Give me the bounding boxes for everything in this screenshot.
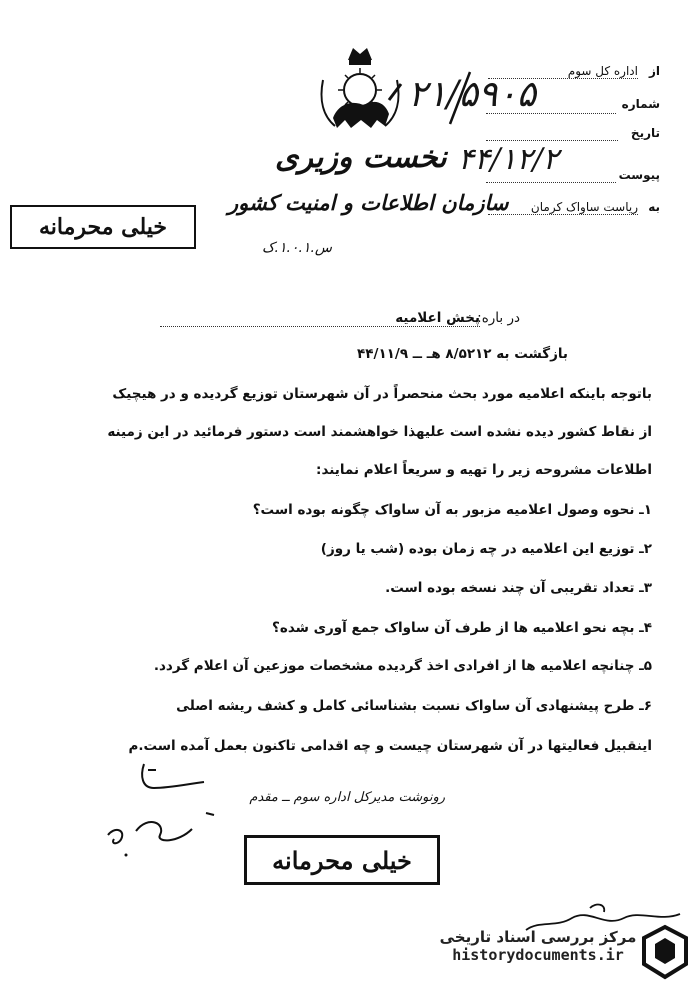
handwritten-slash-icon	[440, 68, 480, 128]
question-3: ۳ـ تعداد تقریبی آن چند نسخه بوده است.	[385, 580, 652, 596]
attachment-label: پیوست	[618, 168, 660, 182]
body-line-1: باتوجه باینکه اعلامیه مورد بحث منحصراً در آن شهرستان توزیع گردیده و در هیچیک	[112, 386, 652, 402]
signature-line: رونوشت مدیرکل اداره سوم ــ مقدم	[249, 790, 445, 805]
attachment-underline	[486, 182, 616, 183]
archive-logo-icon	[640, 924, 690, 980]
lion-and-sun-emblem-icon	[315, 40, 405, 140]
subject-label: در باره:	[477, 310, 520, 326]
question-2: ۲ـ توزیع این اعلامیه در چه زمان بوده (شب یا روز)	[320, 541, 652, 557]
to-label: به	[648, 200, 660, 214]
subject-row	[150, 310, 520, 330]
handwritten-initials-icon	[96, 805, 236, 865]
question-5: ۵ـ چنانچه اعلامیه ها از افرادی اخذ گردیده مشخصات موزعین آن اعلام گردد.	[153, 658, 652, 674]
question-1: ۱ـ نحوه وصول اعلامیه مزبور به آن ساواک چگونه بوده است؟	[252, 502, 652, 518]
subject-value: پخش اعلامیه	[160, 310, 480, 327]
closing-line: اینقبیل فعالیتها در آن شهرستان چیست و چه اقدامی تاکنون بعمل آمده است.م	[128, 738, 652, 754]
number-value: ۲۱/۵۹۰۵	[408, 74, 537, 115]
organization-code: س.۱.۰.۱.ک	[262, 240, 332, 256]
organization-subtitle: سازمان اطلاعات و امنیت کشور	[228, 190, 509, 215]
watermark-name: مرکز بررسی اسناد تاریخی	[439, 928, 637, 946]
from-label: از	[648, 64, 660, 78]
reference-line: بازگشت به ۸/۵۲۱۲ هـ ــ ۴۴/۱۱/۹	[357, 346, 568, 362]
bottom-classification-stamp: خیلی محرمانه	[244, 835, 440, 885]
organization-title: نخست وزیری	[275, 140, 447, 175]
date-value: ۴۴/۱۲/۲	[458, 142, 559, 177]
question-6: ۶ـ طرح پیشنهادی آن ساواک نسبت بشناسائی کامل و کشف ریشه اصلی	[176, 698, 652, 714]
from-value: اداره کل سوم	[488, 64, 638, 79]
classification-stamp: خیلی محرمانه	[10, 205, 196, 249]
question-4: ۴ـ بچه نحو اعلامیه ها از طرف آن ساواک جمع آوری شده؟	[272, 620, 652, 636]
watermark-url: historydocuments.ir	[452, 946, 624, 964]
number-label: شماره	[621, 97, 660, 111]
to-value: ریاست ساواک کرمان	[488, 200, 638, 215]
archive-watermark	[418, 928, 658, 964]
body-line-2: از نقاط کشور دیده نشده است علیهذا خواهشمند است دستور فرمائید در این زمینه	[107, 424, 652, 440]
date-underline	[486, 140, 618, 141]
body-line-3: اطلاعات مشروحه زیر را تهیه و سریعاً اعلام نمایند:	[316, 462, 652, 478]
handwritten-signature-icon	[130, 758, 250, 798]
date-label: تاریخ	[630, 126, 660, 140]
